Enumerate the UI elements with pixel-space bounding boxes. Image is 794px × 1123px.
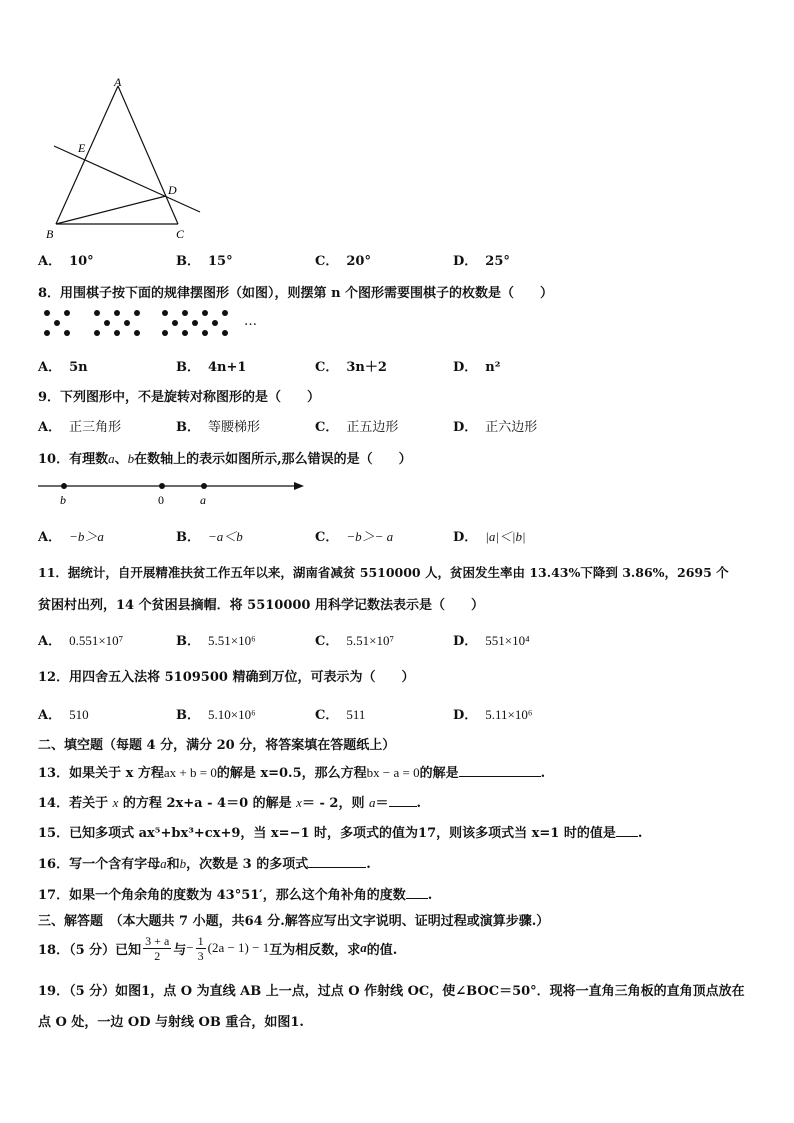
q8-option-b: B． 4n+1 xyxy=(176,360,247,375)
q8-option-c: C． 3n＋2 xyxy=(315,360,387,375)
q12-option-c: C． 511 xyxy=(315,707,366,723)
q15-text: 15．已知多项式 ax⁵+bx³+cx+9，当 x=−1 时，多项式的值为17，则该多项式当 x=1 时的值是 . xyxy=(38,826,643,841)
q12-option-d: D． 5.11×10⁶ xyxy=(453,707,533,723)
q8-option-d: D． n² xyxy=(453,360,501,375)
q10-option-c: C． −b＞− a xyxy=(315,529,394,545)
number-line xyxy=(36,476,316,510)
axis-label-zero: 0 xyxy=(158,493,164,507)
q9-option-b: B． 等腰梯形 xyxy=(176,419,261,435)
q11-text-line2: 贫困村出列，14 个贫困县摘帽．将 5510000 用科学记数法表示是（ ） xyxy=(38,598,484,613)
q10-option-d: D． |a|＜|b| xyxy=(453,529,526,545)
label-E: E xyxy=(78,141,86,155)
q7-option-d: D． 25° xyxy=(453,254,510,269)
label-D: D xyxy=(168,183,177,197)
q7-option-c: C． 20° xyxy=(315,254,371,269)
label-C: C xyxy=(176,227,185,241)
label-A: A xyxy=(114,75,122,89)
section-2-heading: 二、填空题（每题 4 分，满分 20 分，将答案填在答题纸上） xyxy=(38,738,396,753)
q9-option-c: C． 正五边形 xyxy=(315,419,399,435)
q17-text: 17．如果一个角余角的度数为 43°51′，那么这个角补角的度数 . xyxy=(38,888,433,903)
q7-option-b: B． 15° xyxy=(176,254,233,269)
q11-option-d: D． 551×10⁴ xyxy=(453,633,530,649)
triangle-figure xyxy=(30,74,210,244)
fraction-1: $\frac{3 + a}{2}$ xyxy=(145,933,170,963)
q10-text: 10．有理数a、b在数轴上的表示如图所示,那么错误的是（ ） xyxy=(38,451,412,467)
q14-text: 14．若关于 x 的方程 2x+a - 4＝0 的解是 x＝ - 2，则 a＝ . xyxy=(38,795,422,811)
q7-option-a: A． 10° xyxy=(38,254,94,269)
q16-text: 16．写一个含有字母a和b，次数是 3 的多项式 . xyxy=(38,856,371,872)
q8-option-a: A． 5n xyxy=(38,360,88,375)
axis-label-b: b xyxy=(60,493,66,507)
axis-label-a: a xyxy=(200,493,206,507)
q19-text-line2: 点 O 处，一边 OD 与射线 OB 重合，如图1. xyxy=(38,1015,304,1030)
q11-option-b: B． 5.51×10⁶ xyxy=(176,633,256,649)
q13-text: 13．如果关于 x 方程ax + b = 0的解是 x=0.5，那么方程bx − a = 0的解是 . xyxy=(38,765,546,781)
q18-text: 18．（5 分）已知 $\frac{3 + a}{2}$ 与 − $\frac{1}{3}$ (2a − 1) − 1 互为相反数，求 a 的值. xyxy=(38,933,398,963)
q12-text: 12．用四舍五入法将 5109500 精确到万位，可表示为（ ） xyxy=(38,670,415,685)
q19-text-line1: 19．（5 分）如图1，点 O 为直线 AB 上一点，过点 O 作射线 OC，使∠BOC＝50°．现将一直角三角板的直角顶点放在 xyxy=(38,984,745,999)
label-B: B xyxy=(46,227,54,241)
q10-option-b: B． −a＜b xyxy=(176,529,243,545)
q10-option-a: A． −b＞a xyxy=(38,529,104,545)
q8-ellipsis: … xyxy=(244,314,257,329)
q9-text: 9．下列图形中，不是旋转对称图形的是（ ） xyxy=(38,390,321,405)
q8-text: 8．用围棋子按下面的规律摆图形（如图），则摆第 n 个图形需要围棋子的枚数是（ ） xyxy=(38,286,554,301)
q11-text-line1: 11．据统计，自开展精准扶贫工作五年以来，湖南省减贫 5510000 人，贫困发生率由 13.43%下降到 3.86%，2695 个 xyxy=(38,565,729,580)
section-3-heading: 三、解答题 （本大题共 7 小题，共64 分.解答应写出文字说明、证明过程或演算步骤.） xyxy=(38,914,550,929)
fraction-2: $\frac{1}{3}$ xyxy=(197,933,204,963)
q12-option-b: B． 5.10×10⁶ xyxy=(176,707,256,723)
q12-option-a: A． 510 xyxy=(38,707,89,723)
q9-option-d: D． 正六边形 xyxy=(453,419,538,435)
q11-option-a: A． 0.551×10⁷ xyxy=(38,633,124,649)
q9-option-a: A． 正三角形 xyxy=(38,419,122,435)
q11-option-c: C． 5.51×10⁷ xyxy=(315,633,394,649)
